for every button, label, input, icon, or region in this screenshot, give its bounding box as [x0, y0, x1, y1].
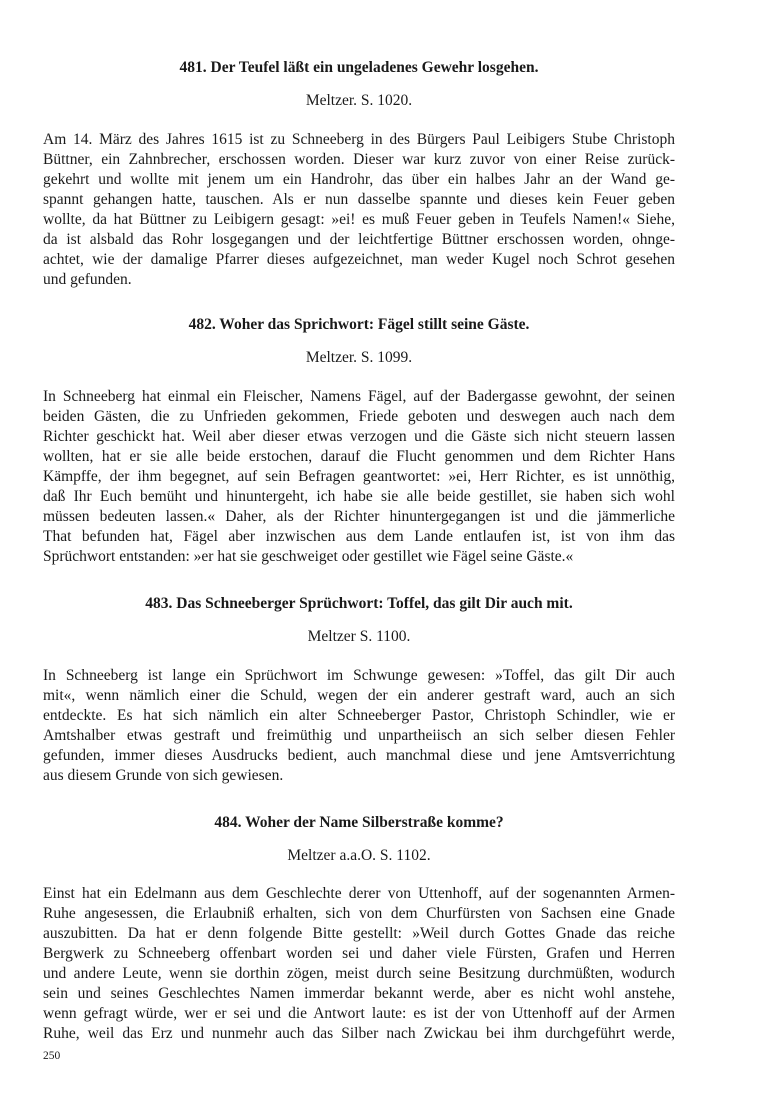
text-line: Ruhe, weil das Erz und nunmehr auch das Silber nach Zwickau bei ihm durchgeführt werde,: [43, 1025, 675, 1042]
section-484-body: [43, 884, 675, 1044]
text-line: That befunden hat, Fägel aber inzwischen aus dem Lande entlaufen ist, ist von ihm das: [43, 528, 675, 545]
page-number: 250: [43, 1050, 61, 1062]
text-line: beiden Gästen, die zu Unfrieden gekommen, Friede geboten und deswegen auch nach dem: [43, 408, 675, 425]
text-line: In Schneeberg ist lange ein Sprüchwort im Schwunge gewesen: »Toffel, das gilt Dir auch: [43, 667, 675, 684]
text-line: wenn gefragt würde, wer er sei und die Antwort laute: es ist der von Uttenhoff auf der Armen: [43, 1005, 675, 1022]
text-line: spannt gehangen hatte, tauschen. Als er nun dasselbe spannte und dieses kein Feuer geben: [43, 191, 675, 208]
text-line: gekehrt und wollte mit jenem um ein Handrohr, das über ein halbes Jahr an der Wand ge-: [43, 171, 675, 188]
section-481-body: [43, 130, 675, 290]
text-line: da ist alsbald das Rohr losgegangen und der leichtfertige Büttner erschossen worden, ohnge-: [43, 231, 675, 248]
text-line: entdeckte. Es hat sich nämlich ein alter Schneeberger Pastor, Christoph Schindler, wie er: [43, 707, 675, 724]
text-line: und gefunden.: [43, 271, 132, 288]
section-484-source: Meltzer a.a.O. S. 1102.: [287, 847, 431, 864]
section-482-source: Meltzer. S. 1099.: [305, 349, 413, 366]
text-line: und andere Leute, wenn sie dorthin zögen, meist durch seine Besitzung durchmüßten, wodurch: [43, 965, 675, 982]
text-line: Einst hat ein Edelmann aus dem Geschlechte derer von Uttenhoff, auf der sogenannten Armen-: [43, 885, 675, 902]
text-line: Am 14. März des Jahres 1615 ist zu Schneeberg in des Bürgers Paul Leibigers Stube Christoph: [43, 131, 675, 148]
text-line: Sprüchwort entstanden: »er hat sie geschweiget oder gestillet wie Fägel seine Gäste.«: [43, 548, 574, 565]
text-line: In Schneeberg hat einmal ein Fleischer, Namens Fägel, auf der Badergasse gewohnt, der seinen: [43, 388, 675, 405]
section-483-source: Meltzer S. 1100.: [307, 628, 411, 645]
text-line: Bergwerk zu Schneeberg offenbart worden sei und daher viele Fürsten, Grafen und Herren: [43, 945, 675, 962]
section-482-body: [43, 387, 675, 567]
text-line: gefunden, immer dieses Ausdrucks bedient, auch manchmal diese und jene Amtsverrichtung: [43, 747, 675, 764]
text-line: aus diesem Grunde von sich gewiesen.: [43, 767, 284, 784]
text-line: Kämpffe, der ihm begegnet, auf sein Befragen geantwortet: »ei, Herr Richter, es ist unnöthig,: [43, 468, 675, 485]
text-line: Richter geschickt hat. Weil aber dieser etwas verzogen und die Gäste sich nicht steuern lassen: [43, 428, 675, 445]
text-line: Büttner, ein Zahnbrecher, erschossen worden. Dieser war kurz zuvor von einer Reise zurück-: [43, 151, 675, 168]
section-481-title: 481. Der Teufel läßt ein ungeladenes Gewehr losgehen.: [179, 59, 539, 76]
text-line: achtet, wie der damalige Pfarrer dieses aufgezeichnet, man weder Kugel noch Schrot gesehen: [43, 251, 675, 268]
text-line: sein und seines Geschlechtes Namen immerdar bekannt werde, aber es nicht wohl anstehe,: [43, 985, 675, 1002]
text-line: mit«, wenn nämlich einer die Schuld, wegen der ein anderer gestraft ward, auch an sich: [43, 687, 675, 704]
text-line: Ruhe angesessen, die Erlaubniß erhalten, sich von dem Churfürsten von Sachsen eine Gnade: [43, 905, 675, 922]
section-481-source: Meltzer. S. 1020.: [305, 92, 413, 109]
section-483-title: 483. Das Schneeberger Sprüchwort: Toffel, das gilt Dir auch mit.: [145, 595, 573, 612]
text-line: auszubitten. Da hat er denn folgende Bitte gestellt: »Weil durch Gottes Gnade das reiche: [43, 925, 675, 942]
section-482-title: 482. Woher das Sprichwort: Fägel stillt seine Gäste.: [188, 316, 530, 333]
text-line: Amtshalber etwas gestraft und freimüthig und unpartheiisch an sich selber diesen Fehler: [43, 727, 675, 744]
section-483-body: [43, 666, 675, 786]
text-line: wollte, da hat Büttner zu Leibigern gesagt: »ei! es muß Feuer geben in Teufels Namen!« Siehe,: [43, 211, 675, 228]
text-line: müssen bedeuten lassen.« Daher, als der Richter hinuntergegangen ist und die jämmerliche: [43, 508, 675, 525]
section-484-title: 484. Woher der Name Silberstraße komme?: [214, 814, 504, 831]
text-line: wollten, hat er sie alle beide erstochen, darauf die Flucht genommen und dem Richter Hans: [43, 448, 675, 465]
text-line: daß Ihr Euch bemüht und hinuntergeht, ich habe sie alle beide gestillet, sie haben sich wohl: [43, 488, 675, 505]
